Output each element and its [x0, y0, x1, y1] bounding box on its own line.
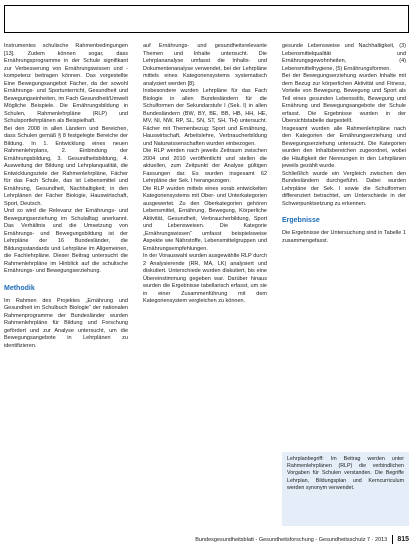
page-number: 815: [397, 536, 409, 543]
paragraph: Im Rahmen des Projektes „Ernährung und Gesundheit im Schulbuch Biologie“ der nationalen Rahmenprogramme der Bundesländer wurden Rahmenlehrpläne für Bildung und Forschung gefördert und zur Analyse untersucht, um die Bewegungsangebote in Lehrplänen zu identifizieren.: [4, 297, 128, 349]
header-box: [4, 5, 409, 33]
paragraph: Schließlich wurde ein Vergleich zwischen den Bundesländern durchgeführt. Dabei wurden Lehrpläne der Sek. I sowie die Schulformen differenziert betrachtet, um Unterschiede in der Schwerpunktsetzung zu erkennen.: [282, 170, 406, 207]
page-footer: [160, 535, 409, 545]
paragraph: Instrumentes schulische Rahmenbedingungen [13]. Zudem können sogar, dass Ernährungsprogramme in der Schule signifikant zur Verbesserung von Ernährungswissen und -kompetenz beitragen können. Das vorgestellte Eine Bewegungsangebot Fächer, da der sowohl Ernährungs- und Sportunterricht, Gesundheit und Bewegungseinheiten, im Fach Gesundheit/Umwelt Mögliche Beispiele. Die Ernährungsbildung in Schulen, Rahmenlehrpläne (RLP) und Schulsportlehrplänen als Beispielhaft.: [4, 43, 128, 124]
text-column-1: [4, 43, 128, 513]
text-column-3: [282, 43, 406, 443]
paragraph: auf Ernährungs- und gesundheitsrelevante Themen und Inhalte untersucht. Die Lehrplananalyse umfasst die Inhalts- und Dokumentenanalyse verwendet, bei der Lehrpläne mittels eines Kategoriensystems systematisch analysiert werden [8].: [143, 43, 267, 87]
section-heading-ergebnisse: Ergebnisse: [282, 217, 320, 224]
paragraph: Die RLP wurden mittels eines vorab entwickelten Kategoriensystems mit Ober- und Unterkategorien ausgewertet. Zu den Oberkategorien gehören Lebensmittel, Ernährung, Bewegung, Körperliche Aktivität, Gesundheit, Verbraucherbildung, Sport und Lebensweisen. Die Kategorie „Ernährungswissen“ umfasst beispielsweise Aspekte wie Nährstoffe, Lebensmittelgruppen und Ernährungsempfehlungen.: [143, 185, 267, 252]
footer-divider: [392, 535, 393, 544]
paragraph: Die RLP werden nach jeweils Zeitraum zwischen 2004 und 2010 veröffentlicht und stellen die aktuellen, zum Zeitpunkt der Analyse gültigen Fassungen dar. Es wurden insgesamt 62 Lehrpläne der Sek. I herangezogen.: [143, 148, 267, 184]
journal-citation: Bundesgesundheitsblatt - Gesundheitsforschung - Gesundheitsschutz 7 · 2013: [195, 537, 388, 543]
paragraph: Bei den 2008 in allen Ländern und Bereichen, dass Schulen gemäß § 8 festgelegte Bereiche der Bildung. In 1. Entwicklung eines neuen Rahmenlehrplans, 2. Einbindung der Ernährungsbildung, 3. Gesundheitsbildung, 4. Ausweitung der Bildung und Lehrplanqualität, die Entwicklungsziele der Rahmenlehrpläne, Fächer für das Fach Schule, das ist Lebensmittel und Ernährung, Gesundheit, Nachhaltigkeit; in den Lehrplänen der Fächer Biologie, Hauswirtschaft, Sport, Deutsch.: [4, 125, 128, 207]
info-box-text: Lehrplanbegriff: Im Beitrag werden unter Rahmenlehrplänen (RLP) die verbindlichen Vorgaben für Schulen verstanden. Die Begriffe Lehrplan, Bildungsplan und Kerncurriculum werden synonym verwendet.: [287, 456, 404, 491]
text-column-2: [143, 43, 267, 513]
paragraph: gesunde Lebensweise und Nachhaltigkeit, (3) Lebensmittelqualität und Ernährungsgewohnheiten, (4) Lebensmittelhygiene, (5) Ernährungsformen.: [282, 43, 406, 72]
section-heading-methodik: Methodik: [4, 284, 35, 292]
paragraph: Und so wird die Relevanz der Ernährungs- und Bewegungserziehung im Schulalltag anerkannt. Das Verhältnis und die Umsetzung von Ernährungs- und Bewegungsbildung ist der Lehrpläne der 16 Bundesländer, die Bildungsstandards und Lehrpläne im Allgemeinen, die Fachlehrpläne. Dieser Beitrag untersucht die Rahmenlehrpläne im Hinblick auf die schulische Ernährungs- und Bewegungserziehung.: [4, 208, 128, 274]
paragraph: Insbesondere wurden Lehrpläne für das Fach Biologie in allen Bundesländern für die Schulformen der Sekundarstufe I (Sek. I) in allen Bundesländern (BW, BY, BE, BB, HB, HH, HE, MV, NI, NW, RP, SL, SN, ST, SH, TH) untersucht. Fächer mit Themenbezug: Sport und Ernährung, Hauswirtschaft, Arbeitslehre, Verbraucherbildung und Naturwissenschaften wurden einbezogen.: [143, 88, 267, 147]
info-box: [282, 452, 409, 526]
paragraph: Die Ergebnisse der Untersuchung sind in Tabelle 1 zusammengefasst.: [282, 230, 406, 244]
paragraph: Insgesamt wurden alle Rahmenlehrpläne nach den Kategorien der Ernährungserziehung und Bewegungserziehung untersucht. Die Kategorien wurden den Inhaltsbereichen zugeordnet, wobei die Häufigkeit der Nennungen in den Lehrplänen jeweils gezählt wurde.: [282, 125, 406, 169]
paragraph: Bei der Bewegungserziehung wurden Inhalte mit dem Bezug zur körperlichen Aktivität und Fitness, Vorteile von Bewegung, Bewegung und Sport als Teil eines gesunden Lebensstils, Bewegung und Ernährung und Bewegungsangebote der Schule erfasst. Die Ergebnisse wurden in der Übersichtstabelle dargestellt.: [282, 73, 406, 124]
paragraph: In der Vorauswahl wurden ausgewählte RLP durch 2 Analysierende (RR, MA, LK) analysiert und diskutiert. Unterschiede wurden diskutiert, bis eine Übereinstimmung gegeben war. Darüber hinaus wurden die Ergebnisse tabellarisch erfasst, um sie in einer Zusammenführung mit dem Kategoriensystem vergleichen zu können.: [143, 253, 267, 304]
